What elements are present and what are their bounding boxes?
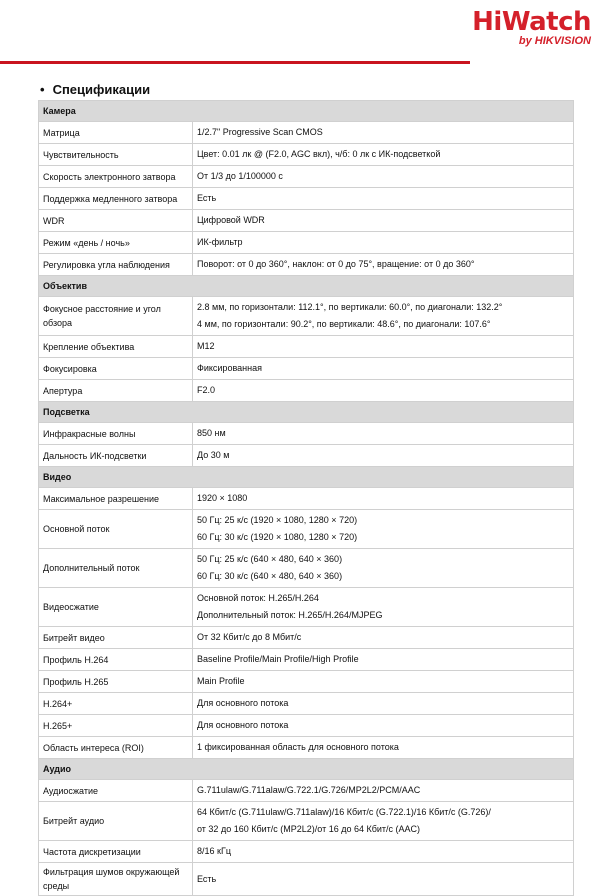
spec-value-line: Для основного потока	[197, 698, 289, 708]
spec-value	[193, 780, 574, 802]
spec-label: Режим «день / ночь»	[39, 232, 193, 254]
spec-value-line: M12	[197, 341, 215, 351]
spec-label: Частота дискретизации	[39, 841, 193, 863]
spec-label: Дальность ИК-подсветки	[39, 445, 193, 467]
group-title: Подсветка	[39, 402, 574, 423]
spec-value-line: 60 Гц: 30 к/с (640 × 480, 640 × 360)	[197, 571, 343, 581]
table-row	[39, 588, 574, 627]
spec-value	[193, 297, 574, 336]
spec-label: Основной поток	[39, 510, 193, 549]
spec-value-line: 50 Гц: 25 к/с (1920 × 1080, 1280 × 720)	[197, 515, 358, 525]
spec-label: Аудиосжатие	[39, 780, 193, 802]
spec-value-line: от 32 до 160 Кбит/с (MP2L2)/от 16 до 64 Кбит/с (AAC)	[197, 824, 421, 834]
table-row	[39, 627, 574, 649]
header-divider	[0, 61, 470, 64]
spec-label: Инфракрасные волны	[39, 423, 193, 445]
group-header	[39, 276, 574, 297]
spec-value-line: До 30 м	[197, 450, 230, 460]
spec-value	[193, 380, 574, 402]
spec-value-line: 2.8 мм, по горизонтали: 112.1°, по вертикали: 60.0°, по диагонали: 132.2°	[197, 302, 503, 312]
spec-value-line: F2.0	[197, 385, 216, 395]
spec-label: Скорость электронного затвора	[39, 166, 193, 188]
spec-value	[193, 693, 574, 715]
spec-value	[193, 627, 574, 649]
spec-label: Матрица	[39, 122, 193, 144]
spec-value-line: Основной поток: H.265/H.264	[197, 593, 319, 603]
spec-value	[193, 588, 574, 627]
group-title: Аудио	[39, 759, 574, 780]
spec-label: Фильтрация шумов окружающей среды	[39, 863, 193, 896]
spec-label: Чувствительность	[39, 144, 193, 166]
table-row	[39, 166, 574, 188]
spec-label: Область интереса (ROI)	[39, 737, 193, 759]
brand-name: HiWatch	[472, 7, 591, 37]
table-row	[39, 122, 574, 144]
spec-value	[193, 841, 574, 863]
spec-value-line: 1/2.7" Progressive Scan CMOS	[197, 127, 323, 137]
spec-value	[193, 254, 574, 276]
spec-label: Битрейт аудио	[39, 802, 193, 841]
table-row	[39, 188, 574, 210]
spec-value-line: 1920 × 1080	[197, 493, 248, 503]
spec-value	[193, 737, 574, 759]
table-row	[39, 380, 574, 402]
spec-label: Крепление объектива	[39, 336, 193, 358]
table-row	[39, 336, 574, 358]
spec-value-line: 50 Гц: 25 к/с (640 × 480, 640 × 360)	[197, 554, 343, 564]
spec-label: Дополнительный поток	[39, 549, 193, 588]
spec-label: Профиль H.264	[39, 649, 193, 671]
table-row	[39, 863, 574, 896]
spec-value-line: 850 нм	[197, 428, 226, 438]
spec-value-line: Поворот: от 0 до 360°, наклон: от 0 до 75°, вращение: от 0 до 360°	[197, 259, 475, 269]
spec-label: Фокусное расстояние и угол обзора	[39, 297, 193, 336]
table-row	[39, 802, 574, 841]
spec-value	[193, 802, 574, 841]
table-row	[39, 423, 574, 445]
spec-value	[193, 445, 574, 467]
table-row	[39, 841, 574, 863]
page-title: • Спецификации	[40, 82, 151, 97]
spec-value-line: ИК-фильтр	[197, 237, 243, 247]
spec-value-line: 60 Гц: 30 к/с (1920 × 1080, 1280 × 720)	[197, 532, 358, 542]
spec-value	[193, 488, 574, 510]
spec-value-line: Для основного потока	[197, 720, 289, 730]
spec-value-line: 4 мм, по горизонтали: 90.2°, по вертикали: 48.6°, по диагонали: 107.6°	[197, 319, 491, 329]
table-row	[39, 210, 574, 232]
spec-value-line: От 1/3 до 1/100000 с	[197, 171, 283, 181]
spec-label: Профиль H.265	[39, 671, 193, 693]
spec-value	[193, 715, 574, 737]
table-row	[39, 232, 574, 254]
table-row	[39, 488, 574, 510]
spec-value	[193, 166, 574, 188]
table-row	[39, 510, 574, 549]
spec-label: WDR	[39, 210, 193, 232]
spec-value	[193, 863, 574, 896]
table-row	[39, 649, 574, 671]
bullet-icon: •	[40, 82, 45, 97]
spec-value-line: Есть	[197, 193, 217, 203]
group-title: Камера	[39, 101, 574, 122]
table-row	[39, 671, 574, 693]
spec-value	[193, 549, 574, 588]
group-title: Объектив	[39, 276, 574, 297]
spec-value-line: Дополнительный поток: H.265/H.264/MJPEG	[197, 610, 383, 620]
spec-value-line: Есть	[197, 873, 217, 884]
spec-value	[193, 510, 574, 549]
spec-value-line: G.711ulaw/G.711alaw/G.722.1/G.726/MP2L2/PCM/AAC	[197, 785, 421, 795]
spec-value	[193, 649, 574, 671]
spec-value-line: Цифровой WDR	[197, 215, 265, 225]
group-title: Видео	[39, 467, 574, 488]
spec-label: Максимальное разрешение	[39, 488, 193, 510]
spec-value	[193, 144, 574, 166]
table-row	[39, 144, 574, 166]
table-row	[39, 254, 574, 276]
table-row	[39, 358, 574, 380]
spec-value-line: 1 фиксированная область для основного потока	[197, 742, 399, 752]
spec-value-line: Фиксированная	[197, 363, 262, 373]
table-row	[39, 297, 574, 336]
spec-value	[193, 188, 574, 210]
spec-value-line: Main Profile	[197, 676, 245, 686]
spec-label: Апертура	[39, 380, 193, 402]
spec-table	[38, 100, 574, 896]
group-header	[39, 101, 574, 122]
spec-label: H.265+	[39, 715, 193, 737]
group-header	[39, 467, 574, 488]
spec-value	[193, 210, 574, 232]
table-row	[39, 693, 574, 715]
table-row	[39, 549, 574, 588]
spec-value	[193, 336, 574, 358]
table-row	[39, 737, 574, 759]
spec-value-line: 64 Кбит/с (G.711ulaw/G.711alaw)/16 Кбит/с (G.722.1)/16 Кбит/с (G.726)/	[197, 807, 491, 817]
spec-label: H.264+	[39, 693, 193, 715]
spec-value	[193, 122, 574, 144]
spec-label: Поддержка медленного затвора	[39, 188, 193, 210]
spec-label: Регулировка угла наблюдения	[39, 254, 193, 276]
group-header	[39, 402, 574, 423]
spec-label: Битрейт видео	[39, 627, 193, 649]
spec-label: Видеосжатие	[39, 588, 193, 627]
group-header	[39, 759, 574, 780]
spec-value	[193, 671, 574, 693]
table-row	[39, 780, 574, 802]
table-row	[39, 715, 574, 737]
brand-logo	[472, 8, 591, 47]
spec-value-line: 8/16 кГц	[197, 846, 231, 856]
spec-value-line: Baseline Profile/Main Profile/High Profile	[197, 654, 359, 664]
brand-byline: by HIKVISION	[518, 35, 591, 47]
spec-value	[193, 358, 574, 380]
spec-value-line: Цвет: 0.01 лк @ (F2.0, AGC вкл), ч/б: 0 лк с ИК-подсветкой	[197, 149, 441, 159]
spec-label: Фокусировка	[39, 358, 193, 380]
spec-value-line: От 32 Кбит/с до 8 Мбит/с	[197, 632, 302, 642]
spec-value	[193, 423, 574, 445]
table-row	[39, 445, 574, 467]
spec-value	[193, 232, 574, 254]
